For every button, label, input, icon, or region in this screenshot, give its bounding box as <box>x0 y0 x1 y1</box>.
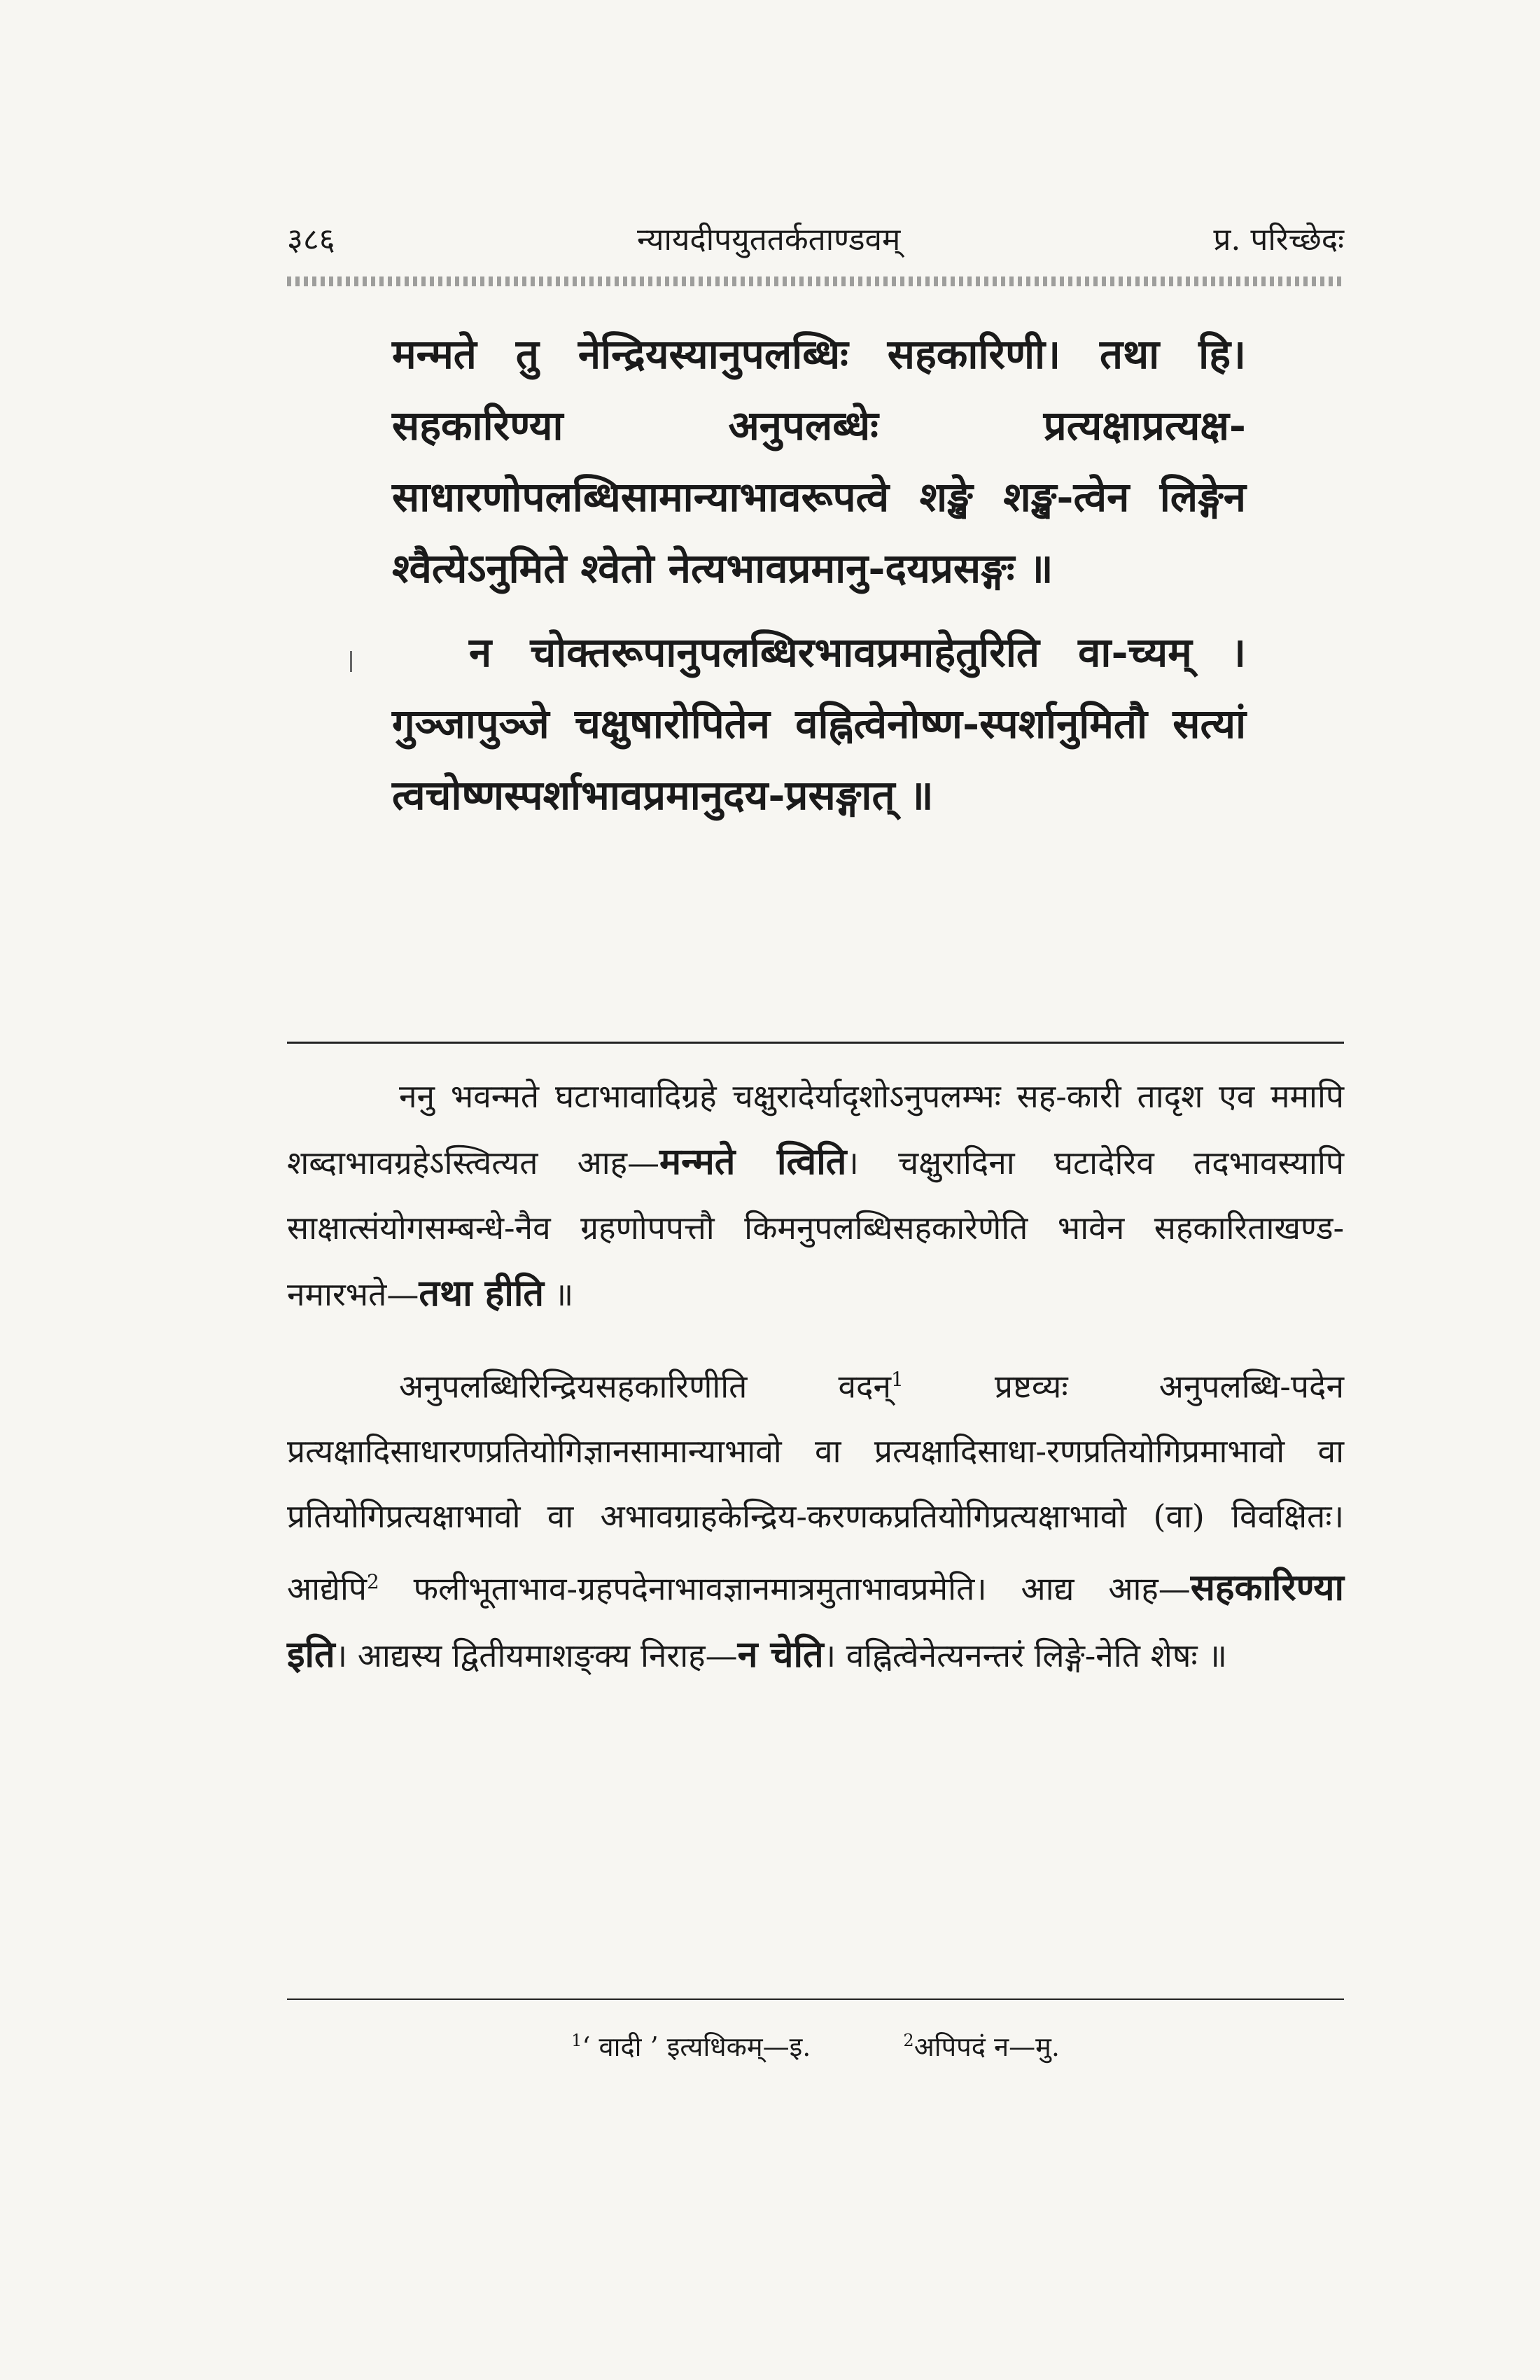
commentary-divider <box>287 1042 1344 1044</box>
footnote-ref: 1 <box>891 1368 904 1391</box>
root-text-para-2: न चोक्तरूपानुपलब्धिरभावप्रमाहेतुरिति वा-च्यम् । गुञ्जापुञ्जे चक्षुषारोपितेन वह्नित्वेनोष्ण-स्पर्शानुमितौ सत्यां त्वचोष्णस्पर्शाभावप्रमानुदय-प्रसङ्गात् ॥ <box>392 629 1246 819</box>
footnotes <box>287 2016 1344 2071</box>
root-text-para-1: मन्मते तु नेन्द्रियस्यानुपलब्धिः सहकारिणी। तथा हि। सहकारिण्या अनुपलब्धेः प्रत्यक्षाप्रत्यक्ष-साधारणोपलब्धिसामान्याभावरूपत्वे शङ्खे शङ्ख-त्वेन लिङ्गेन श्वैत्येऽनुमिते श्वेतो नेत्यभावप्रमानु-दयप्रसङ्गः ॥ <box>392 330 1246 592</box>
commentary-para-1: ननु भवन्मते घटाभावादिग्रहे चक्षुरादेर्यादृशोऽनुपलम्भः सह-कारी तादृश एव ममापि शब्दाभावग्रहेऽस्त्वित्यत आह—मन्मते त्विति। चक्षुरादिना घटादेरिव तदभावस्यापि साक्षात्संयोगसम्बन्धे-नैव ग्रहणोपपत्तौ किमनुपलब्धिसहकारेणेति भावेन सहकारिताखण्ड-नमारभते—तथा हीति ॥ <box>287 1077 1344 1315</box>
margin-mark <box>350 651 352 672</box>
header-wavy-rule <box>287 276 1344 286</box>
commentary-para-2: अनुपलब्धिरिन्द्रियसहकारिणीति वदन्$^1$ प्रष्टव्यः अनुपलब्धि-पदेन प्रत्यक्षादिसाधारणप्रतियोगिज्ञानसामान्याभावो वा प्रत्यक्षादिसाधा-रणप्रतियोगिप्रमाभावो वा प्रतियोगिप्रत्यक्षाभावो वा अभावग्राहकेन्द्रिय-करणकप्रतियोगिप्रत्यक्षाभावो (वा) विवक्षितः। आद्येपि$^2$ फलीभूताभाव-ग्रहपदेनाभावज्ञानमात्रमुताभावप्रमेति। आद्य आह—सहकारिण्या इति। आद्यस्य द्वितीयमाशङ्क्य निराह—न चेति। वह्नित्वेनेत्यनन्तरं लिङ्गे-नेति शेषः ॥ <box>287 1367 1344 1676</box>
footnote-2: $^2$अपिपदं न—मु. <box>903 2031 1060 2062</box>
footnote-divider <box>287 1998 1344 2000</box>
footnote-ref: 2 <box>367 1570 379 1594</box>
commentary <box>287 1064 1344 1688</box>
running-header <box>287 217 1344 273</box>
pratika: मन्मते त्विति <box>659 1140 847 1183</box>
pratika: सहकारिण्या इति <box>287 1566 1344 1676</box>
page-number: ३८६ <box>287 222 335 258</box>
footnote-1: $^1$‘ वादी ’ इत्यधिकम्—इ. <box>571 2031 811 2062</box>
pratika: तथा हीति <box>419 1272 544 1315</box>
root-text <box>392 318 1246 831</box>
book-title: न्यायदीपयुततर्कताण्डवम् <box>637 222 901 258</box>
pratika: न चेति <box>737 1632 824 1676</box>
section-label: प्र. परिच्छेदः <box>1213 222 1344 258</box>
